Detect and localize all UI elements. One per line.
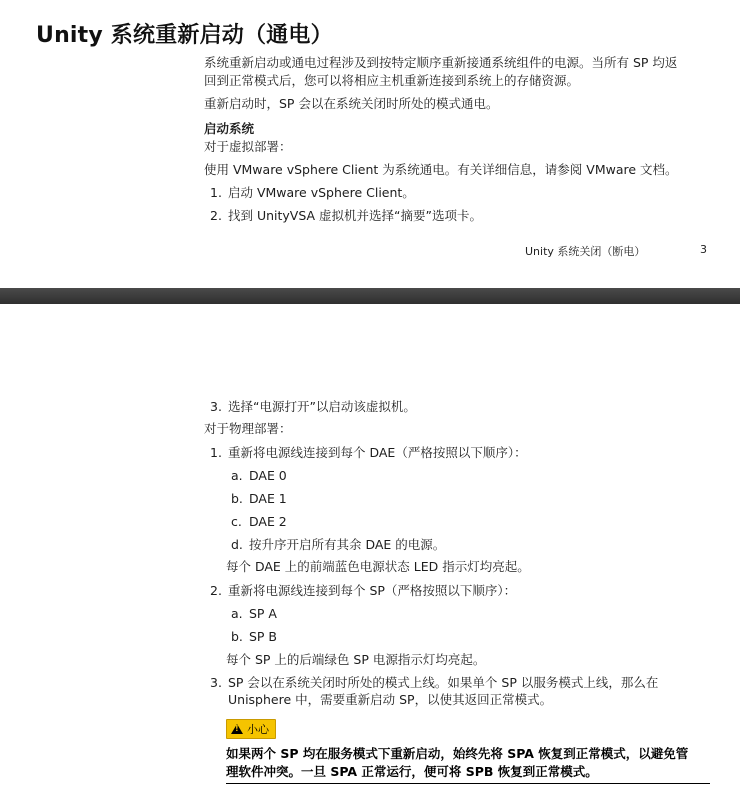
page-top (0, 0, 740, 288)
sub-list-item (231, 490, 287, 508)
list-item (210, 398, 416, 416)
list-text: 选择“电源打开”以启动该虚拟机。 (227, 399, 416, 414)
list-text: SP 会以在系统关闭时所处的模式上线。如果单个 SP 以服务模式上线，那么在 (227, 675, 659, 690)
list-number: 3. (210, 399, 222, 414)
caution-badge (226, 719, 276, 739)
sub-list-item (231, 513, 287, 531)
list-text: 找到 UnityVSA 虚拟机并选择“摘要”选项卡。 (227, 208, 482, 223)
caution-divider (226, 783, 710, 784)
vmware-instruction: 使用 VMware vSphere Client 为系统通电。有关详细信息，请参阅 VMware 文档。 (204, 162, 678, 177)
list-text-continued: Unisphere 中，需要重新启动 SP，以使其返回正常模式。 (228, 692, 553, 707)
list-number: a. (231, 468, 243, 483)
list-item (210, 444, 527, 462)
caution-label: 小心 (247, 723, 269, 736)
virtual-label: 对于虚拟部署： (204, 139, 292, 154)
sub-list-item (231, 605, 277, 623)
list-number: 2. (210, 583, 222, 598)
sp-result: 每个 SP 上的后端绿色 SP 电源指示灯均亮起。 (226, 652, 486, 667)
warning-icon (231, 724, 243, 734)
page-separator (0, 288, 740, 304)
list-number: b. (231, 491, 243, 506)
list-number: 3. (210, 675, 222, 690)
mode-note: 重新启动时，SP 会以在系统关闭时所处的模式通电。 (204, 96, 499, 111)
list-number: 1. (210, 445, 222, 460)
list-item (210, 207, 482, 225)
list-text: DAE 0 (248, 468, 287, 483)
page-number: 3 (700, 243, 707, 256)
intro-line-2: 回到正常模式后，您可以将相应主机重新连接到系统上的存储资源。 (204, 73, 580, 88)
page-title: Unity 系统重新启动（通电） (36, 23, 333, 48)
list-number: 2. (210, 208, 222, 223)
physical-label: 对于物理部署： (204, 421, 292, 436)
list-text: SP A (248, 606, 277, 621)
caution-line-2: 理软件冲突。一旦 SPA 正常运行，便可将 SPB 恢复到正常模式。 (226, 764, 598, 779)
list-item (210, 184, 415, 202)
list-text: SP B (248, 629, 278, 644)
list-number: a. (231, 606, 243, 621)
intro-line-1: 系统重新启动或通电过程涉及到按特定顺序重新接通系统组件的电源。当所有 SP 均返 (204, 55, 678, 70)
sub-list-item (231, 536, 445, 554)
sub-list-item (231, 467, 287, 485)
list-text: 按升序开启所有其余 DAE 的电源。 (248, 537, 446, 552)
list-text: 启动 VMware vSphere Client。 (227, 185, 415, 200)
dae-result: 每个 DAE 上的前端蓝色电源状态 LED 指示灯均亮起。 (226, 559, 530, 574)
list-text: 重新将电源线连接到每个 SP（严格按照以下顺序）： (227, 583, 517, 598)
sub-list-item (231, 628, 277, 646)
list-number: 1. (210, 185, 222, 200)
caution-line-1: 如果两个 SP 均在服务模式下重新启动，始终先将 SPA 恢复到正常模式，以避免管 (226, 746, 689, 761)
section-heading: 启动系统 (204, 121, 255, 136)
list-text: DAE 2 (248, 514, 287, 529)
caution-text (226, 745, 714, 781)
list-text: 重新将电源线连接到每个 DAE（严格按照以下顺序）： (227, 445, 527, 460)
page-footer-title: Unity 系统关闭（断电） (525, 245, 646, 258)
list-text: DAE 1 (248, 491, 287, 506)
list-number: b. (231, 629, 243, 644)
list-item (210, 582, 516, 600)
list-item (210, 674, 658, 692)
list-number: c. (231, 514, 242, 529)
list-number: d. (231, 537, 243, 552)
